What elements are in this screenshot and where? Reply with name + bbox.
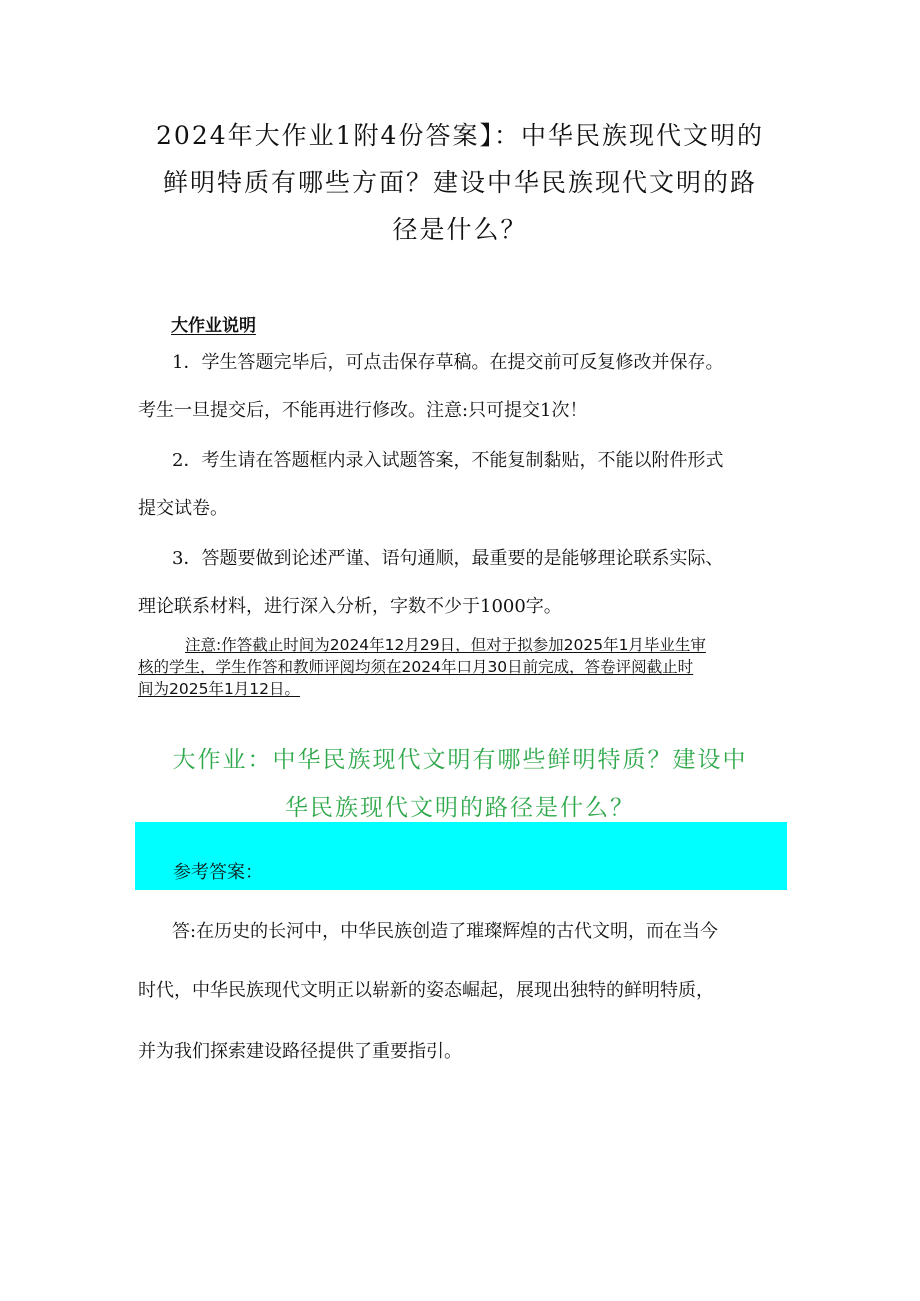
title-line-1: 2024年大作业1附4份答案】：中华民族现代文明的	[156, 121, 764, 150]
document-title	[130, 112, 790, 253]
title-line-3: 径是什么？	[392, 215, 528, 244]
instruction-item-1-line-2: 考生一旦提交后，不能再进行修改。注意:只可提交1次！	[138, 400, 588, 421]
notice-line-2: 核的学生，学生作答和教师评阅均须在2024年口月30日前完成，答卷评阅截止时	[138, 658, 694, 676]
answer-line-3: 并为我们探索建设路径提供了重要指引。	[138, 1041, 462, 1062]
instruction-item-1-line-1: 1．学生答题完毕后，可点击保存草稿。在提交前可反复修改并保存。	[172, 352, 724, 373]
notice-line-3: 间为2025年1月12日。	[138, 680, 301, 698]
reference-answer-band	[135, 822, 787, 890]
reference-answer-label: 参考答案：	[173, 862, 263, 883]
deadline-notice	[138, 634, 798, 700]
instruction-item-3-line-1: 3．答题要做到论述严谨、语句通顺，最重要的是能够理论联系实际、	[172, 548, 724, 569]
instruction-item-2-line-2: 提交试卷。	[138, 498, 228, 519]
assignment-heading-line-2: 华民族现代文明的路径是什么？	[285, 795, 635, 821]
instruction-item-2-line-1: 2．考生请在答题框内录入试题答案，不能复制黏贴，不能以附件形式	[172, 450, 724, 471]
assignment-heading-line-1: 大作业：中华民族现代文明有哪些鲜明特质？建设中	[172, 747, 748, 773]
answer-line-2: 时代，中华民族现代文明正以崭新的姿态崛起，展现出独特的鲜明特质，	[138, 980, 714, 1001]
notice-line-1: 注意:作答截止时间为2024年12月29日，但对于拟参加2025年1月毕业生审	[185, 636, 706, 654]
assignment-heading	[135, 736, 785, 832]
title-line-2: 鲜明特质有哪些方面？建设中华民族现代文明的路	[162, 168, 757, 197]
instruction-item-3-line-2: 理论联系材料，进行深入分析，字数不少于1000字。	[138, 596, 562, 617]
answer-line-1: 答:在历史的长河中，中华民族创造了璀璨辉煌的古代文明，而在当今	[172, 921, 719, 942]
instructions-heading: 大作业说明	[171, 316, 256, 336]
